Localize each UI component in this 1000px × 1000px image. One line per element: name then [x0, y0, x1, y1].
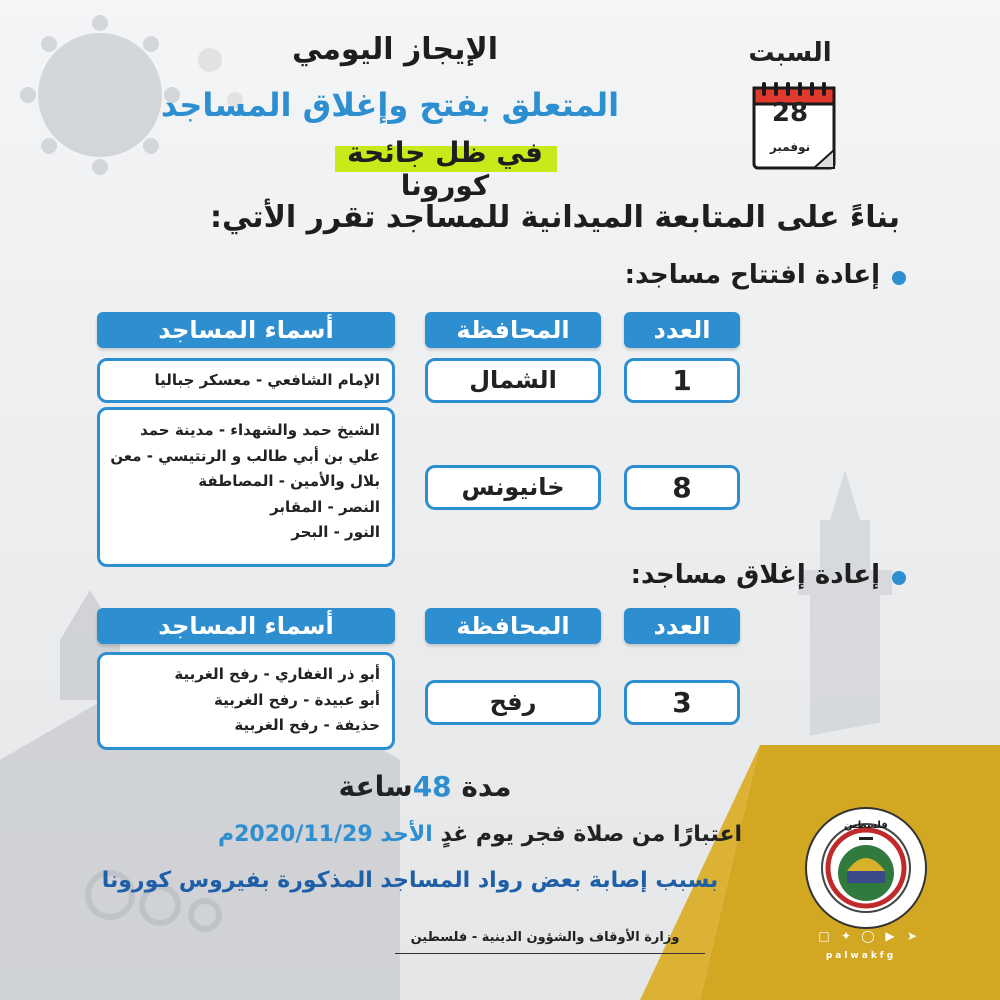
social-handle: palwakfg	[825, 951, 897, 961]
reopen-heading: إعادة افتتاح مساجد:	[624, 260, 880, 290]
reopen-row1-mosques	[97, 358, 395, 403]
footer-divider	[395, 953, 705, 954]
mosque-name: أبو عبيدة - رفح الغربية	[214, 690, 380, 709]
col-header-count: العدد	[624, 608, 740, 644]
col-header-count: العدد	[624, 312, 740, 348]
effective-era: م	[217, 822, 235, 847]
day-name: السبت	[748, 38, 832, 68]
title-line-3: في ظل جائحة كورونا	[347, 136, 543, 202]
col-header-mosques: أسماء المساجد	[97, 608, 395, 644]
effective-day: الأحد	[380, 822, 433, 847]
mosque-name: أبو ذر الغفاري - رفح الغربية	[174, 665, 380, 683]
reopen-row2-governorate: خانيونس	[425, 465, 601, 510]
close-row1-mosques	[97, 652, 395, 750]
effective-text: اعتبارًا من صلاة فجر يوم غدٍ	[440, 822, 743, 847]
twitter-icon[interactable]: ✦	[840, 929, 852, 943]
effective-date-text	[120, 822, 840, 847]
duration-suffix: ساعة	[338, 770, 413, 803]
calendar-month: نوفمبر	[769, 140, 811, 154]
footer-ministry: وزارة الأوقاف والشؤون الدينية - فلسطين	[410, 930, 680, 945]
title-line-1: الإيجاز اليومي	[291, 32, 498, 67]
intro-text: بناءً على المتابعة الميدانية للمساجد تقرر الأتي:	[209, 200, 900, 235]
col-header-mosques: أسماء المساجد	[97, 312, 395, 348]
mosque-name: بلال والأمين - المصاطفة	[198, 472, 380, 490]
title-line-2: المتعلق بفتح وإغلاق المساجد	[160, 86, 620, 124]
bullet-dot	[892, 271, 906, 285]
close-row1-count: 3	[624, 680, 740, 725]
calendar-day-number: 28	[771, 98, 809, 128]
close-heading: إعادة إغلاق مساجد:	[630, 560, 880, 590]
col-header-governorate: المحافظة	[425, 608, 601, 644]
effective-date: 2020/11/29	[234, 822, 373, 847]
reopen-row2-count: 8	[624, 465, 740, 510]
close-row1-governorate: رفح	[425, 680, 601, 725]
telegram-icon[interactable]: ➤	[906, 929, 918, 943]
duration-text	[300, 770, 550, 803]
mosque-name: علي بن أبي طالب و الرنتيسي - معن	[110, 446, 380, 465]
youtube-icon[interactable]: ▶	[885, 929, 895, 943]
mosque-name: النور - البحر	[291, 523, 380, 541]
mosque-name: الإمام الشافعي - معسكر جباليا	[154, 371, 380, 389]
instagram-icon[interactable]: ◯	[861, 929, 875, 943]
duration-prefix: مدة	[461, 770, 512, 803]
seal-top-text: فلسطين	[844, 820, 888, 831]
bullet-dot	[892, 571, 906, 585]
facebook-icon[interactable]: □	[818, 929, 830, 943]
reason-text: بسبب إصابة بعض رواد المساجد المذكورة بفيروس كورونا	[101, 868, 719, 893]
mosque-name: الشيخ حمد والشهداء - مدينة حمد	[140, 421, 380, 439]
reopen-row1-governorate: الشمال	[425, 358, 601, 403]
reopen-row1-count: 1	[624, 358, 740, 403]
duration-hours: 48	[412, 770, 452, 803]
mosque-name: حذيفة - رفح الغربية	[234, 716, 380, 734]
col-header-governorate: المحافظة	[425, 312, 601, 348]
mosque-name: النصر - المقابر	[270, 497, 380, 516]
reopen-row2-mosques	[97, 407, 395, 567]
